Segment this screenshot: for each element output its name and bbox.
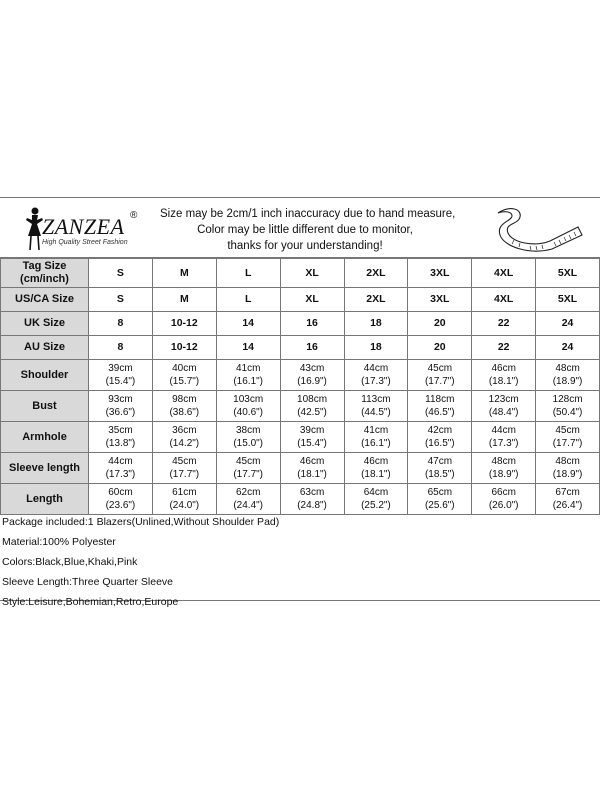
measurement-cm: 45cm: [427, 363, 453, 374]
size-cell: 16: [280, 312, 344, 336]
size-cell: 22: [472, 312, 536, 336]
row-header: Bust: [1, 391, 89, 422]
row-header: Sleeve length: [1, 453, 89, 484]
measurement-cm: 44cm: [491, 425, 516, 436]
measurement-cell: [536, 453, 600, 484]
size-cell: 18: [344, 312, 408, 336]
size-cell: S: [89, 259, 153, 288]
measurement-cell: [344, 391, 408, 422]
measurement-cell: [472, 484, 536, 515]
measurement-inch: (18.1"): [361, 469, 391, 480]
size-cell: 18: [344, 336, 408, 360]
size-cell: 5XL: [536, 259, 600, 288]
table-row: [1, 312, 600, 336]
size-cell: S: [89, 288, 153, 312]
measurement-cell: [408, 422, 472, 453]
size-cell: 2XL: [344, 288, 408, 312]
measurement-cm: 62cm: [235, 487, 261, 498]
table-row: [1, 391, 600, 422]
measurement-cm: 44cm: [108, 456, 133, 467]
chart-header: [0, 198, 600, 258]
size-cell: 14: [216, 312, 280, 336]
measurement-inch: (18.5"): [424, 469, 455, 480]
measurement-cm: 65cm: [427, 487, 453, 498]
table-row: [1, 259, 600, 288]
measurement-cell: [408, 453, 472, 484]
measurement-cm: 44cm: [363, 363, 389, 374]
row-header: Shoulder: [1, 360, 89, 391]
size-cell: 8: [89, 312, 153, 336]
measurement-inch: (18.9"): [552, 376, 583, 387]
size-cell: 2XL: [344, 259, 408, 288]
measurement-cm: 128cm: [552, 394, 583, 405]
measurement-inch: (17.7"): [233, 469, 264, 480]
size-cell: 10-12: [152, 336, 216, 360]
measurement-inch: (16.1"): [233, 376, 264, 387]
measurement-cell: [344, 422, 408, 453]
size-cell: 16: [280, 336, 344, 360]
measurement-cell: [536, 360, 600, 391]
size-cell: XL: [280, 288, 344, 312]
measurement-cell: [536, 391, 600, 422]
measurement-notice: [160, 206, 456, 254]
measurement-inch: (42.5"): [297, 407, 327, 418]
measurement-inch: (25.2"): [361, 500, 391, 511]
measurement-cell: [152, 453, 216, 484]
measurement-inch: (18.1"): [488, 376, 519, 387]
measurement-cell: [408, 484, 472, 515]
row-header: UK Size: [1, 312, 89, 336]
measurement-cell: [89, 391, 153, 422]
measurement-inch: (26.0"): [488, 500, 519, 511]
measurement-cm: 118cm: [425, 394, 455, 405]
measurement-cm: 67cm: [555, 487, 580, 498]
measurement-cm: 61cm: [172, 487, 197, 498]
measurement-cell: [152, 360, 216, 391]
measurement-cell: [216, 453, 280, 484]
measurement-cm: 64cm: [363, 487, 389, 498]
measurement-cm: 41cm: [235, 363, 261, 374]
measurement-inch: (44.5"): [361, 407, 391, 418]
measurement-cell: [216, 422, 280, 453]
measurement-inch: (15.0"): [233, 438, 264, 449]
measurement-inch: (50.4"): [552, 407, 583, 418]
measurement-cm: 45cm: [235, 456, 261, 467]
measurement-cell: [152, 484, 216, 515]
measurement-cell: [216, 360, 280, 391]
measurement-cm: 45cm: [555, 425, 580, 436]
measurement-inch: (36.6"): [105, 407, 136, 418]
registered-mark: ®: [130, 210, 138, 221]
measurement-cm: 60cm: [108, 487, 133, 498]
measurement-cell: [216, 484, 280, 515]
measurement-inch: (24.4"): [233, 500, 264, 511]
measurement-cm: 42cm: [427, 425, 453, 436]
measurement-cm: 38cm: [235, 425, 261, 436]
measurement-cell: [408, 360, 472, 391]
measurement-cm: 93cm: [108, 394, 133, 405]
row-header: Armhole: [1, 422, 89, 453]
measurement-cell: [472, 391, 536, 422]
measurement-cell: [472, 422, 536, 453]
measurement-inch: (16.9"): [297, 376, 327, 387]
size-cell: 24: [536, 312, 600, 336]
measurement-cm: 103cm: [233, 394, 264, 405]
measurement-inch: (17.7"): [424, 376, 455, 387]
measurement-cm: 46cm: [299, 456, 325, 467]
size-cell: 24: [536, 336, 600, 360]
measurement-cm: 108cm: [297, 394, 328, 405]
measurement-inch: (16.5"): [424, 438, 455, 449]
measurement-cm: 46cm: [491, 363, 516, 374]
measurement-cm: 39cm: [108, 363, 133, 374]
size-cell: L: [216, 288, 280, 312]
size-cell: 20: [408, 312, 472, 336]
measurement-cm: 123cm: [488, 394, 519, 405]
table-row: [1, 422, 600, 453]
measurement-cell: [280, 484, 344, 515]
notice-line: Color may be little different due to monitor,: [197, 224, 413, 236]
measurement-cm: 48cm: [555, 363, 580, 374]
table-row: [1, 484, 600, 515]
measurement-inch: (40.6"): [233, 407, 264, 418]
row-header: US/CA Size: [1, 288, 89, 312]
measurement-inch: (38.6"): [169, 407, 200, 418]
row-header-line: (cm/inch): [20, 273, 69, 285]
measurement-inch: (17.3"): [105, 469, 136, 480]
size-cell: 3XL: [408, 259, 472, 288]
measurement-cell: [536, 484, 600, 515]
measurement-cell: [408, 391, 472, 422]
size-cell: M: [152, 259, 216, 288]
measurement-inch: (16.1"): [361, 438, 391, 449]
measurement-inch: (14.2"): [169, 438, 200, 449]
measurement-inch: (13.8"): [105, 438, 136, 449]
measurement-cell: [344, 360, 408, 391]
measurement-cell: [344, 484, 408, 515]
measurement-cell: [152, 391, 216, 422]
info-sleeve-length: Sleeve Length:Three Quarter Sleeve: [2, 576, 174, 588]
measurement-cm: 66cm: [491, 487, 516, 498]
measurement-cm: 63cm: [299, 487, 325, 498]
measurement-cell: [344, 453, 408, 484]
size-cell: 4XL: [472, 259, 536, 288]
row-header: Length: [1, 484, 89, 515]
table-row: [1, 453, 600, 484]
measurement-inch: (17.3"): [361, 376, 391, 387]
info-colors: Colors:Black,Blue,Khaki,Pink: [2, 556, 138, 568]
size-cell: M: [152, 288, 216, 312]
table-row: [1, 288, 600, 312]
measurement-inch: (48.4"): [488, 407, 519, 418]
row-header: AU Size: [1, 336, 89, 360]
measurement-cell: [280, 422, 344, 453]
measurement-inch: (17.3"): [488, 438, 519, 449]
measurement-inch: (17.7"): [552, 438, 583, 449]
brand-name: ZANZEA: [42, 214, 125, 239]
measurement-cm: 43cm: [299, 363, 325, 374]
notice-line: Size may be 2cm/1 inch inaccuracy due to hand measure,: [160, 208, 456, 220]
brand-logo: [22, 204, 162, 252]
measurement-inch: (23.6"): [105, 500, 136, 511]
measurement-inch: (18.9"): [552, 469, 583, 480]
measurement-cm: 48cm: [491, 456, 516, 467]
measurement-cm: 47cm: [427, 456, 453, 467]
size-cell: 8: [89, 336, 153, 360]
measurement-inch: (15.7"): [169, 376, 200, 387]
measurement-cm: 46cm: [363, 456, 389, 467]
size-cell: 20: [408, 336, 472, 360]
measurement-inch: (26.4"): [552, 500, 583, 511]
row-header: [1, 259, 89, 288]
size-cell: 5XL: [536, 288, 600, 312]
size-cell: 22: [472, 336, 536, 360]
measurement-inch: (24.8"): [297, 500, 327, 511]
measurement-cm: 45cm: [172, 456, 197, 467]
product-info: [2, 512, 279, 612]
measurement-cm: 39cm: [299, 425, 325, 436]
measurement-cell: [152, 422, 216, 453]
measurement-inch: (46.5"): [424, 407, 455, 418]
measurement-cm: 41cm: [363, 425, 389, 436]
measurement-cell: [280, 391, 344, 422]
measurement-cell: [89, 453, 153, 484]
info-material: Material:100% Polyester: [2, 536, 116, 548]
notice-line: thanks for your understanding!: [227, 240, 383, 252]
measurement-inch: (18.1"): [297, 469, 327, 480]
info-style: Style:Leisure,Bohemian,Retro,Europe: [2, 596, 179, 608]
size-cell: L: [216, 259, 280, 288]
measurement-cell: [280, 453, 344, 484]
measurement-cell: [536, 422, 600, 453]
size-cell: 14: [216, 336, 280, 360]
measurement-inch: (24.0"): [169, 500, 200, 511]
measurement-cell: [280, 360, 344, 391]
size-cell: 4XL: [472, 288, 536, 312]
measurement-cm: 98cm: [172, 394, 197, 405]
measurement-inch: (17.7"): [169, 469, 200, 480]
measurement-inch: (15.4"): [297, 438, 327, 449]
measurement-cell: [89, 422, 153, 453]
info-package: Package included:1 Blazers(Unlined,Without Shoulder Pad): [2, 516, 280, 528]
measurement-cm: 40cm: [172, 363, 197, 374]
measurement-cell: [216, 391, 280, 422]
brand-tagline: High Quality Street Fashion: [42, 239, 128, 246]
measurement-inch: (15.4"): [105, 376, 136, 387]
row-header-line: Tag Size: [22, 260, 67, 272]
table-row: [1, 360, 600, 391]
measurement-cm: 48cm: [555, 456, 580, 467]
measurement-cm: 35cm: [108, 425, 133, 436]
size-cell: 3XL: [408, 288, 472, 312]
size-table: [0, 258, 600, 515]
size-cell: XL: [280, 259, 344, 288]
measurement-inch: (25.6"): [424, 500, 455, 511]
measuring-tape-icon: [490, 203, 585, 253]
measurement-cm: 36cm: [172, 425, 197, 436]
measurement-cell: [472, 360, 536, 391]
measurement-cell: [89, 360, 153, 391]
measurement-cm: 113cm: [361, 394, 391, 405]
measurement-inch: (18.9"): [488, 469, 519, 480]
measurement-cell: [472, 453, 536, 484]
size-cell: 10-12: [152, 312, 216, 336]
measurement-cell: [89, 484, 153, 515]
table-row: [1, 336, 600, 360]
